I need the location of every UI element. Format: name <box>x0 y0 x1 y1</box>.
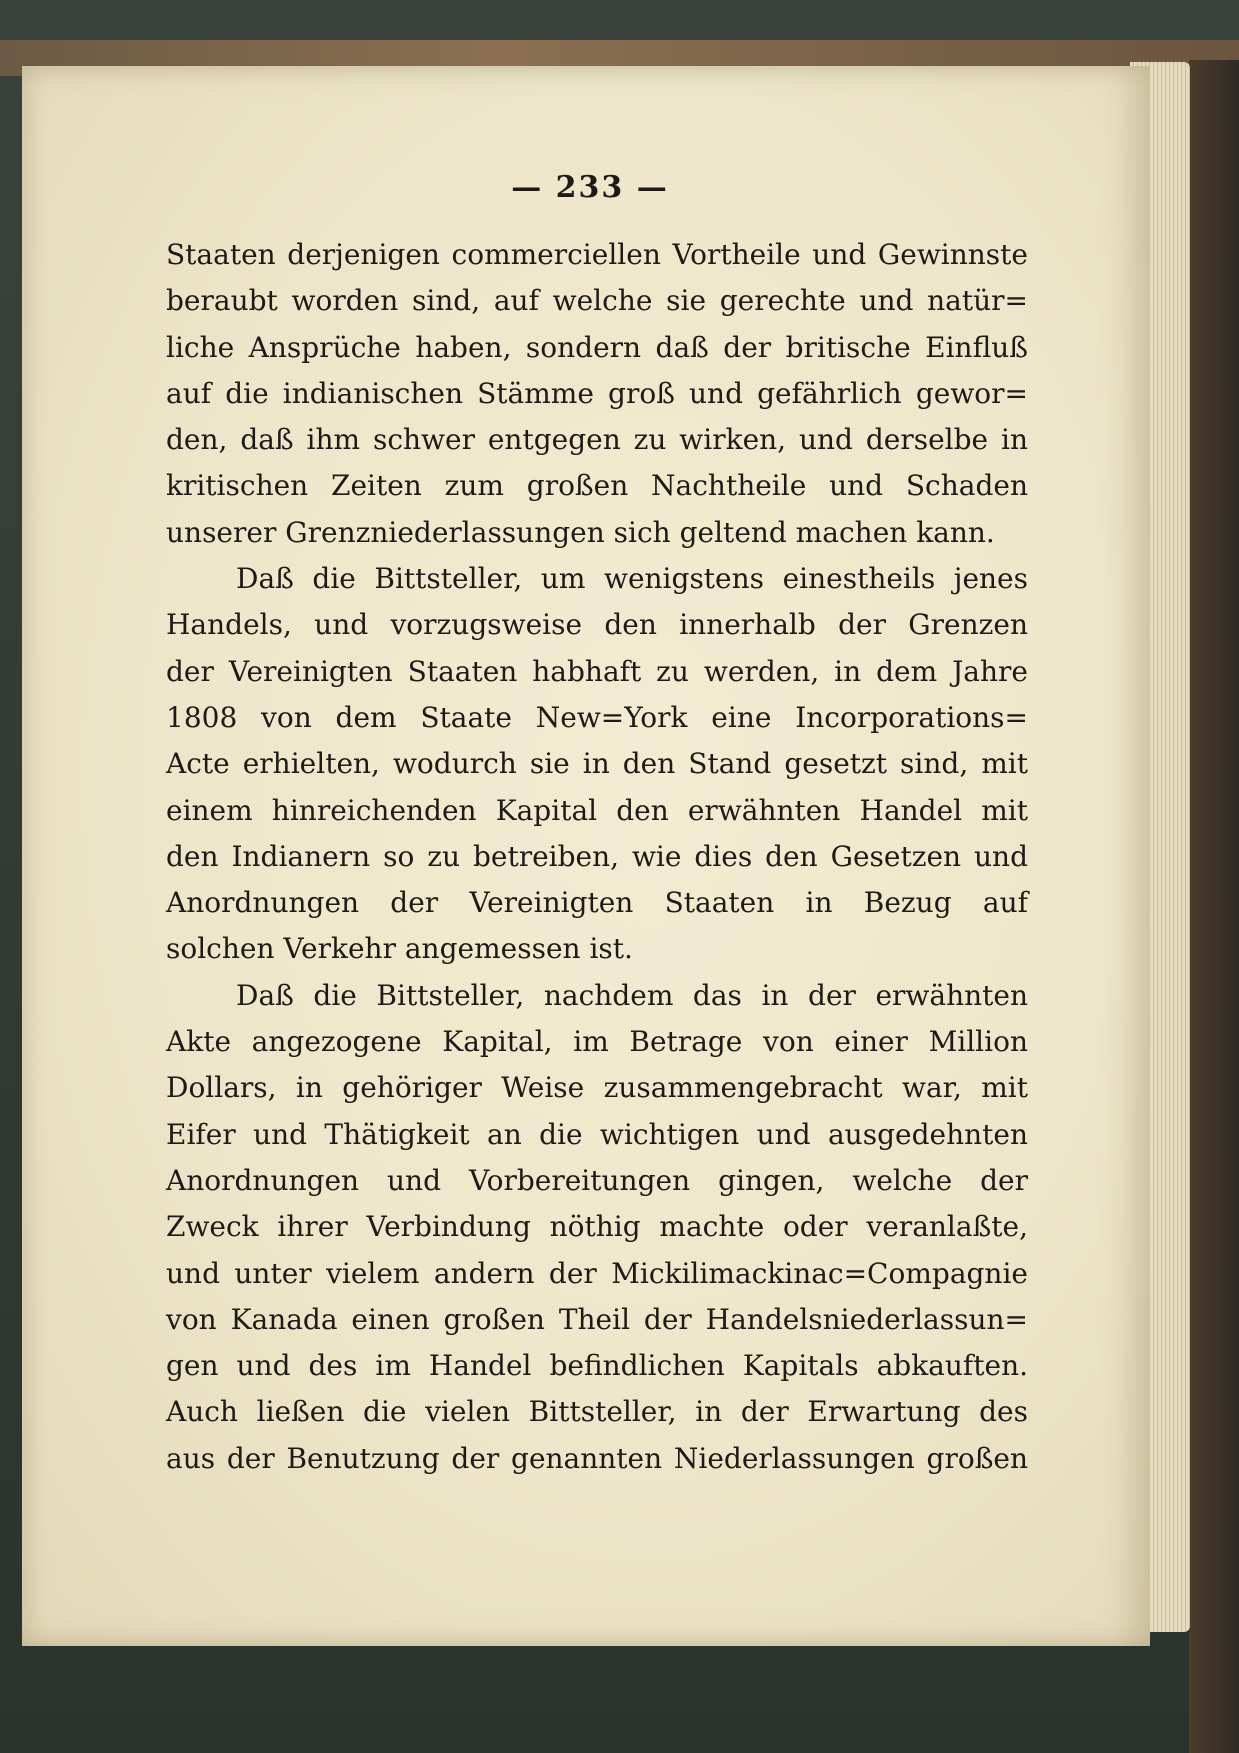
body-text <box>166 232 1028 1482</box>
text-line: unserer Grenzniederlassungen sich geltend machen kann. <box>166 515 995 549</box>
text-line: Acte erhielten, wodurch sie in den Stand gesetzt sind, mit <box>166 747 1028 781</box>
text-line: den Indianern so zu betreiben, wie dies den Gesetzen und <box>166 839 1028 873</box>
text-line: Dollars, in gehöriger Weise zusammengebracht war, mit <box>166 1071 1028 1105</box>
text-line: Zweck ihrer Verbindung nöthig machte oder veranlaßte, <box>166 1210 1028 1244</box>
text-line: aus der Benutzung der genannten Niederlassungen großen <box>166 1441 1028 1475</box>
cover-edge-right <box>1189 60 1239 1753</box>
text-line: Staaten derjenigen commerciellen Vortheile und Gewinnste <box>166 238 1028 271</box>
text-line: 1808 von dem Staate New=York eine Incorporations= <box>166 700 1028 734</box>
text-line: Handels, und vorzugsweise den innerhalb der Grenzen <box>166 608 1028 642</box>
text-line: Eifer und Thätigkeit an die wichtigen und ausgedehnten <box>166 1117 1028 1151</box>
text-line: Daß die Bittsteller, um wenigstens einestheils jenes <box>236 562 1028 596</box>
text-line: den, daß ihm schwer entgegen zu wirken, und derselbe in <box>166 423 1028 457</box>
text-line: von Kanada einen großen Theil der Handelsniederlassun= <box>166 1302 1028 1336</box>
text-line: Akte angezogene Kapital, im Betrage von einer Million <box>166 1025 1028 1059</box>
text-line: liche Ansprüche haben, sondern daß der britische Einfluß <box>166 330 1028 364</box>
text-line: auf die indianischen Stämme groß und gefährlich gewor= <box>166 376 1028 410</box>
text-line: einem hinreichenden Kapital den erwähnten Handel mit <box>166 793 1028 827</box>
text-line: Anordnungen der Vereinigten Staaten in Bezug auf <box>166 886 1028 920</box>
text-line: beraubt worden sind, auf welche sie gerechte und natür= <box>166 284 1028 318</box>
text-line: und unter vielem andern der Mickilimackinac=Compagnie <box>166 1256 1028 1290</box>
text-line: Anordnungen und Vorbereitungen gingen, welche der <box>166 1163 1028 1197</box>
page-number: — 233 — <box>511 170 669 205</box>
text-line: solchen Verkehr angemessen ist. <box>166 932 633 966</box>
text-line: kritischen Zeiten zum großen Nachtheile und Schaden <box>166 469 1028 503</box>
text-line: gen und des im Handel befindlichen Kapitals abkauften. <box>166 1349 1028 1383</box>
text-line: der Vereinigten Staaten habhaft zu werden, in dem Jahre <box>166 654 1028 688</box>
text-line: Daß die Bittsteller, nachdem das in der erwähnten <box>236 978 1028 1012</box>
text-line: Auch ließen die vielen Bittsteller, in der Erwartung des <box>166 1395 1028 1429</box>
